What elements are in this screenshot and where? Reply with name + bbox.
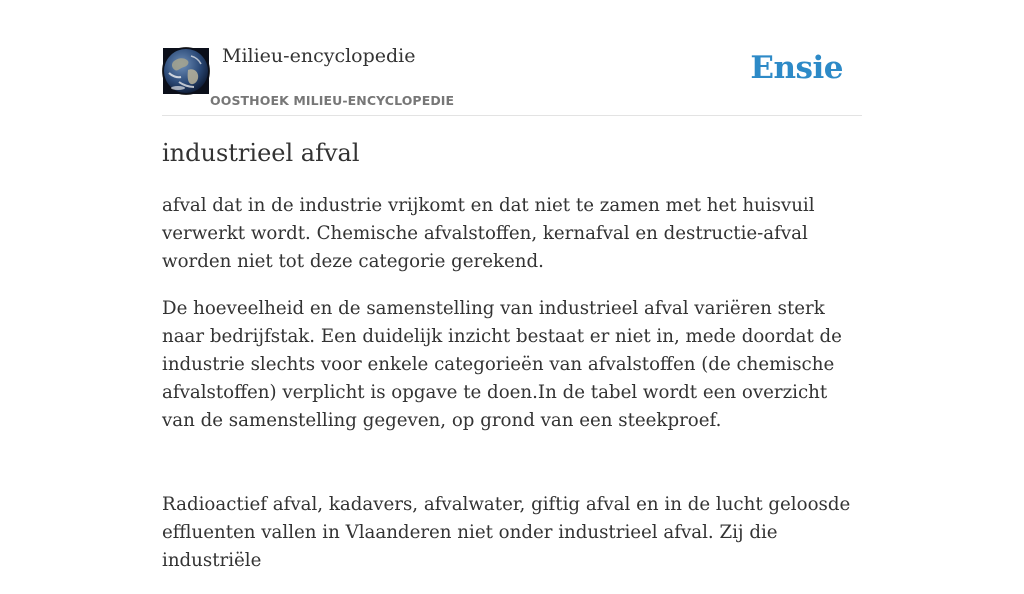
paragraph-spacer — [162, 454, 862, 491]
article-paragraph-3: Radioactief afval, kadavers, afvalwater, giftig afval en in de lucht geloosde effluenten vallen in Vlaanderen niet onder industrieel afval. Zij die industriële — [162, 494, 851, 571]
article-paragraph-1: afval dat in de industrie vrijkomt en dat niet te zamen met het huisvuil verwerkt wordt. Chemische afvalstoffen, kernafval en destructie-afval worden niet tot deze categorie gerekend. — [162, 195, 815, 272]
article-body — [162, 192, 862, 594]
earth-globe-icon[interactable] — [162, 47, 210, 95]
page — [162, 0, 862, 571]
brand-logo[interactable]: Ensie — [750, 50, 843, 86]
page-title: industrieel afval — [162, 139, 360, 167]
site-subtitle[interactable]: OOSTHOEK MILIEU-ENCYCLOPEDIE — [210, 93, 455, 108]
site-name[interactable]: Milieu-encyclopedie — [222, 45, 416, 67]
article-paragraph-2: De hoeveelheid en de samenstelling van industrieel afval variëren sterk naar bedrijfstak. Een duidelijk inzicht bestaat er niet in, mede doordat de industrie slechts voor enkele categorieën van afvalstoffen (de chemische afvalstoffen) verplicht is opgave te doen.In de tabel wordt een overzicht van de samenstelling gegeven, op grond van een steekproef. — [162, 298, 842, 431]
site-header — [162, 0, 862, 116]
